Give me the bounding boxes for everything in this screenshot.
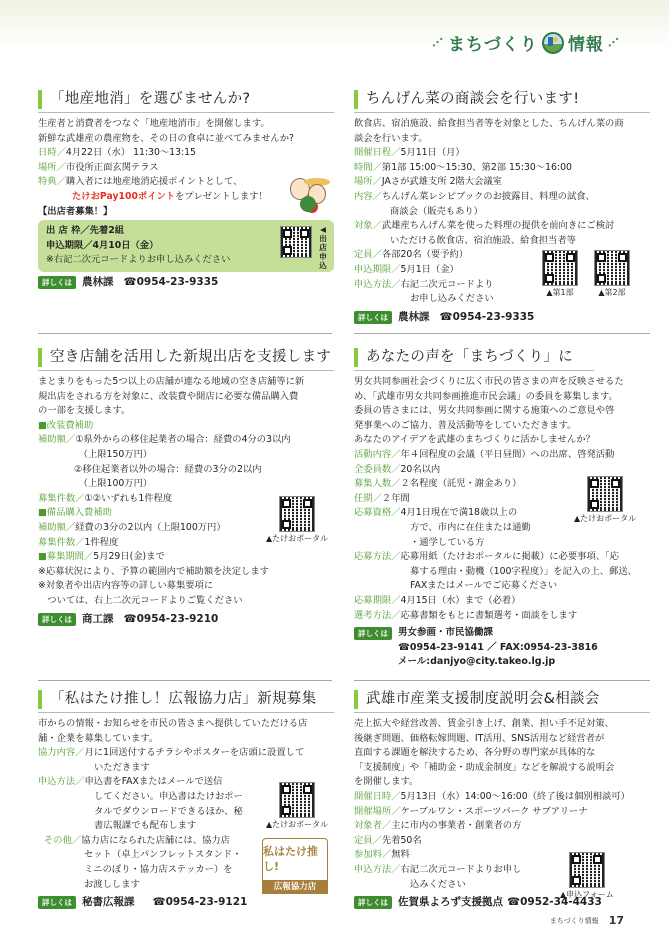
article-title: ちんげん菜の商談会を行います!	[354, 90, 650, 113]
contact-info	[38, 895, 334, 910]
recruit-heading: 【出店者募集！】	[38, 205, 113, 217]
title-bar	[354, 348, 358, 367]
phone-number[interactable]: ☎0954-23-9210	[123, 612, 219, 625]
detail-label: 場所／	[38, 161, 66, 173]
detail-value: ２年間	[381, 492, 410, 504]
detail-row	[354, 834, 650, 849]
paragraph-text: ※応募状況により、予算の範囲内で補助額を決定します	[38, 565, 269, 577]
department-name: 佐賀県よろず支援拠点	[398, 896, 503, 909]
section-header	[432, 30, 620, 55]
detail-label: ■募集期間／	[38, 551, 94, 563]
paragraph-text: ※対象者や出店内容等の詳しい募集要項に	[38, 580, 214, 592]
paragraph-text: 後継ぎ問題、価格転嫁問題、IT活用、SNS活用など経営者が	[354, 732, 605, 744]
detail-row	[354, 448, 650, 463]
apply-label: ◀出店申込	[319, 225, 327, 271]
detail-label: 補助額／	[38, 434, 76, 446]
detail-value: 4月15日（水）まで（必着）	[400, 594, 521, 606]
town-icon	[542, 32, 564, 54]
detail-row	[38, 146, 334, 161]
detail-value: 購入者には地産地消応援ポイントとして、	[65, 176, 243, 188]
contact-info	[354, 310, 650, 325]
detail-label: 活動内容／	[354, 448, 401, 460]
paragraph-text: ついては、右上二次元コードよりご覧ください	[38, 594, 243, 606]
detail-value: ①県外からの移住起業者の場合：経費の4分の3以内	[75, 434, 291, 446]
details-tag: 詳しくは	[38, 276, 76, 289]
contact-info	[38, 612, 334, 627]
article-title: 空き店舗を活用した新規出店を支援します	[38, 348, 334, 371]
phone-number[interactable]: ☎0954-23-9121	[152, 896, 248, 909]
phone-number[interactable]: ☎0952-34-4433	[507, 896, 602, 909]
detail-value: 方で、市内に在住または通勤	[410, 521, 531, 533]
detail-value: 応募用紙（たけおポータルに掲載）に必要事項、「応	[400, 551, 619, 563]
detail-value: 商談会（販売もあり）	[390, 205, 483, 217]
paragraph-text: まとまりをもった5つ以上の店舗が連なる地域の空き店舗等に新	[38, 376, 305, 387]
detail-label: 定員／	[354, 249, 382, 261]
department-name: 農林課	[398, 310, 430, 323]
paragraph-text: 委員の皆さまには、男女共同参画に関する施策へのご意見や啓	[354, 405, 615, 417]
detail-row	[38, 477, 334, 492]
detail-row	[354, 190, 650, 205]
bonus-line: たけおPay100ポイントをプレゼントします！	[72, 190, 268, 202]
detail-row	[38, 433, 334, 448]
detail-row	[354, 790, 650, 805]
detail-value: タルでダウンロードできるほか、秘	[94, 805, 243, 817]
detail-value: 協力店になられた店舗には、協力店	[81, 834, 230, 846]
paragraph-text: 発事業へのご協力、普及活動等をしていただきます。	[354, 419, 577, 431]
detail-label: 補助額／	[38, 521, 76, 533]
qr-code-icon[interactable]	[569, 852, 605, 888]
article-title: 「地産地消」を選びませんか?	[38, 90, 334, 113]
qr-code-icon[interactable]	[542, 250, 578, 286]
article-title: 武雄市産業支援制度説明会&相談会	[354, 690, 650, 713]
detail-label: 募集人数／	[354, 478, 401, 490]
qr-caption: ▲申込フォーム	[560, 890, 614, 899]
paragraph-text: 談会を行います。	[354, 132, 428, 144]
title-bar	[38, 690, 42, 709]
article-vacant-store	[38, 348, 334, 626]
detail-row	[38, 761, 334, 776]
detail-label: 申込方法／	[354, 278, 401, 290]
detail-value: 経費の3分の2以内（上限100万円）	[75, 521, 226, 533]
department-name: 秘書広報課	[82, 896, 135, 909]
detail-value: 無料	[391, 849, 410, 861]
qr-code-icon[interactable]	[279, 496, 315, 532]
detail-value: 先着50名	[381, 834, 422, 846]
detail-value: ケーブルワン・スポーツパーク サブアリーナ	[400, 805, 588, 817]
qr-portal	[574, 476, 636, 527]
detail-row	[354, 161, 650, 176]
detail-value: ちんげん菜レシピブックのお披露目、料理の試食、	[381, 190, 595, 202]
detail-label: 場所／	[354, 176, 382, 188]
detail-label: 日時／	[38, 147, 66, 159]
details-tag: 詳しくは	[354, 896, 392, 909]
detail-value: ２名程度（託児・謝金あり）	[400, 478, 522, 490]
apply-box: 出 店 枠／先着2組 申込期限／4月10日（金） ※右記二次元コードよりお申し込みください ◀出店申込	[38, 220, 334, 272]
qr-caption: ▲たけおポータル	[574, 514, 637, 523]
article-gender-equality	[354, 348, 650, 670]
detail-row	[354, 579, 650, 594]
detail-label: 時間／	[354, 161, 382, 173]
paragraph-text: 生産者と消費者をつなぐ「地産地消市」を開催します。	[38, 118, 270, 129]
detail-value: （上限150万円）	[74, 448, 153, 460]
detail-label: 協力内容／	[38, 747, 85, 759]
detail-value: ②移住起業者以外の場合：経費の3分の2以内	[74, 463, 262, 475]
header-title-2: 情報	[567, 35, 604, 55]
detail-row	[354, 175, 650, 190]
detail-row	[354, 609, 650, 624]
detail-value: 応募書類をもとに書類選考・面談をします	[400, 609, 578, 621]
detail-value: いただける飲食店、宿泊施設、給食担当者等	[390, 234, 576, 246]
detail-label: 内容／	[354, 190, 382, 202]
detail-value: 5月1日（金）	[400, 263, 459, 275]
qr-code-icon[interactable]	[279, 782, 315, 818]
detail-label: 定員／	[354, 834, 382, 846]
detail-value: ミニのぼり・協力店ステッカー）を	[84, 863, 233, 875]
qr-apply-form	[560, 852, 614, 903]
detail-value: してください。申込書はたけおポー	[94, 790, 243, 802]
detail-value: 込みください	[410, 878, 466, 890]
article-industry-support	[354, 690, 650, 910]
detail-row	[354, 205, 650, 220]
detail-row	[38, 550, 334, 565]
detail-value: FAXまたはメールでご応募ください	[410, 580, 558, 592]
farmers-illustration	[288, 174, 332, 214]
details-tag: 詳しくは	[38, 896, 76, 909]
details-tag: 詳しくは	[354, 311, 392, 324]
divider	[354, 680, 650, 681]
detail-value: 市役所正面玄関テラス	[65, 161, 159, 173]
detail-row	[354, 219, 650, 234]
detail-value: 5月13日（水）14:00～16:00（終了後は個別相談可）	[400, 790, 630, 802]
qr-portal	[266, 496, 328, 547]
paragraph-text: あなたのアイデアを武雄のまちづくりに活かしませんか？	[354, 434, 595, 446]
detail-value: ①②いずれも1件程度	[84, 492, 173, 504]
divider	[38, 333, 332, 334]
detail-value: 右記二次元コードよりお申し	[400, 863, 522, 875]
email-link[interactable]: メール:danjyo@city.takeo.lg.jp	[398, 656, 556, 668]
detail-label: 参加料／	[354, 849, 392, 861]
article-title: 「私はたけ推し！広報協力店」新規募集	[38, 690, 334, 713]
details-tag: 詳しくは	[38, 613, 76, 626]
detail-value: 書広報課でも配布します	[94, 820, 197, 832]
article-local-produce	[38, 90, 334, 290]
detail-row	[38, 448, 334, 463]
department-name: 商工課	[82, 612, 114, 625]
detail-row	[354, 594, 650, 609]
detail-value: 主に市内の事業者・創業者の方	[391, 820, 522, 832]
detail-label: 募集件数／	[38, 536, 85, 548]
detail-value: お渡しします	[84, 878, 140, 890]
page-number: 17	[608, 914, 624, 927]
article-chingensai	[354, 90, 650, 324]
paragraph-text: 新鮮な武雄産の農産物を、その日の食卓に並べてみませんか?	[38, 132, 294, 144]
phone-number[interactable]: ☎0954-23-9335	[439, 310, 535, 323]
paragraph-text: 「支援制度」や「補助金・助成金制度」などを解説する説明会	[354, 761, 615, 773]
article-pr-shop	[38, 690, 334, 910]
detail-value: 月に1回送付するチラシやポスターを店頭に設置して	[84, 747, 305, 759]
detail-value: ・通学している方	[410, 536, 485, 548]
detail-value: 1件程度	[84, 536, 119, 548]
paragraph-text: の一部を支援します。	[38, 405, 131, 417]
paragraph-text: 直面する課題を解決するため、各分野の専門家が具体的な	[354, 747, 596, 759]
phone-fax[interactable]: ☎0954-23-9141 ／ FAX:0954-23-3816	[398, 641, 598, 653]
detail-label: 募集件数／	[38, 492, 85, 504]
qr-caption: ▲たけおポータル	[266, 820, 329, 829]
detail-value: 20名以内	[400, 463, 441, 475]
paragraph-text: 売上拡大や経営改善、賃金引き上げ、創業、担い手不足対策、	[354, 718, 614, 729]
detail-value: 5月29日(金)まで	[93, 551, 165, 563]
contact-info: 詳しくは 男女参画・市民協働課 ☎0954-23-9141 ／ FAX:0954-23-3816 メール:danjyo@city.takeo.lg.jp	[354, 626, 650, 670]
pr-shop-logo: 私はたけ推し! 広報協力店	[262, 838, 328, 894]
details-tag: 詳しくは	[354, 627, 392, 640]
detail-value: 申込書をFAXまたはメールで送信	[84, 776, 223, 788]
detail-value: 年４回程度の会議（平日昼間）への出席、啓発活動	[400, 448, 615, 460]
subsection-heading: ■備品購入費補助	[38, 507, 112, 519]
detail-value: セット（卓上パンフレットスタンド・	[84, 849, 242, 861]
paragraph-text: を開催します。	[354, 776, 419, 788]
detail-label: 開催場所／	[354, 805, 401, 817]
detail-label: 対象者／	[354, 820, 392, 832]
qr-part2	[594, 250, 630, 301]
divider	[354, 333, 650, 334]
detail-label: 応募方法／	[354, 551, 401, 563]
detail-value: 募する理由・動機（100字程度）」を記入の上、郵送、	[410, 565, 637, 577]
detail-label: 任期／	[354, 492, 382, 504]
detail-value: 第1部 15:00～15:30、第2部 15:30～16:00	[381, 161, 572, 173]
qr-part1	[542, 250, 578, 301]
detail-value: JAさが武雄支所 2階大会議室	[381, 176, 502, 188]
paragraph-text: め、「武雄市男女共同参画推進市民会議」の委員を募集します。	[354, 390, 618, 402]
detail-value: 武雄産ちんげん菜を使った料理の提供を前向きにご検討	[381, 220, 615, 232]
divider	[38, 680, 332, 681]
qr-code-icon[interactable]	[587, 476, 623, 512]
paragraph-text: 市からの情報・お知らせを市民の皆さまへ提供していただける店	[38, 718, 308, 729]
detail-label: 開催日時／	[354, 790, 401, 802]
qr-caption: ▲第2部	[598, 288, 626, 297]
detail-row	[354, 805, 650, 820]
detail-label: その他／	[44, 834, 82, 846]
detail-value: 4月1日現在で満18歳以上の	[400, 507, 518, 519]
header-title-1: まちづくり	[448, 35, 538, 55]
detail-value: 4月22日（水） 11:30～13:15	[65, 147, 196, 159]
paragraph-text: 舗・企業を募集しています。	[38, 732, 159, 744]
detail-label: 応募期限／	[354, 594, 401, 606]
detail-label: 申込方法／	[354, 863, 401, 875]
paragraph-text: 規出店をされる方を対象に、改装費や開店に必要な備品購入費	[38, 390, 299, 402]
sparkle-icon: ⋰	[607, 36, 620, 49]
detail-label: 対象／	[354, 220, 382, 232]
detail-value: （上限100万円）	[74, 478, 153, 490]
title-bar	[354, 690, 358, 709]
detail-row	[354, 819, 650, 834]
detail-label: 選考方法／	[354, 609, 401, 621]
qr-caption: ▲たけおポータル	[266, 534, 329, 543]
detail-label: 特典／	[38, 176, 66, 188]
qr-code-icon[interactable]	[280, 226, 312, 258]
detail-label: 申込方法／	[38, 776, 85, 788]
paragraph-text: 男女共同参画社会づくりに広く市民の皆さまの声を反映させるた	[354, 376, 624, 387]
detail-label: 全委員数／	[354, 463, 401, 475]
detail-label: 申込期限／	[354, 263, 401, 275]
detail-label: 開催日程／	[354, 147, 401, 159]
department-name: 農林課	[82, 276, 114, 289]
detail-row	[354, 146, 650, 161]
article-title: あなたの声を「まちづくり」に	[354, 348, 594, 371]
detail-row	[354, 550, 650, 565]
qr-caption: ▲第1部	[546, 288, 574, 297]
detail-value: 5月11日（月）	[400, 147, 465, 159]
title-bar	[354, 90, 358, 109]
detail-row	[38, 746, 334, 761]
detail-value: いただきます	[94, 761, 150, 773]
page-footer	[550, 914, 624, 927]
detail-value: 各部20名（要予約）	[381, 249, 469, 261]
detail-value: お申し込みください	[410, 293, 494, 305]
paragraph-text: 飲食店、宿泊施設、給食担当者等を対象とした、ちんげん菜の商	[354, 118, 624, 129]
contact-info	[38, 275, 334, 290]
footer-label: まちづくり情報	[549, 916, 599, 925]
detail-row	[354, 565, 650, 580]
detail-value: 右記二次元コードより	[400, 278, 494, 290]
detail-label: 応募資格／	[354, 507, 401, 519]
detail-row	[354, 234, 650, 249]
title-bar	[38, 90, 42, 109]
detail-row	[354, 536, 650, 551]
qr-code-icon[interactable]	[594, 250, 630, 286]
detail-row	[354, 463, 650, 478]
phone-number[interactable]: ☎0954-23-9335	[123, 276, 219, 289]
detail-row	[38, 463, 334, 478]
title-bar	[38, 348, 42, 367]
subsection-heading: ■改装費補助	[38, 419, 94, 431]
qr-portal	[266, 782, 328, 833]
sparkle-icon: ⋰	[432, 36, 444, 49]
